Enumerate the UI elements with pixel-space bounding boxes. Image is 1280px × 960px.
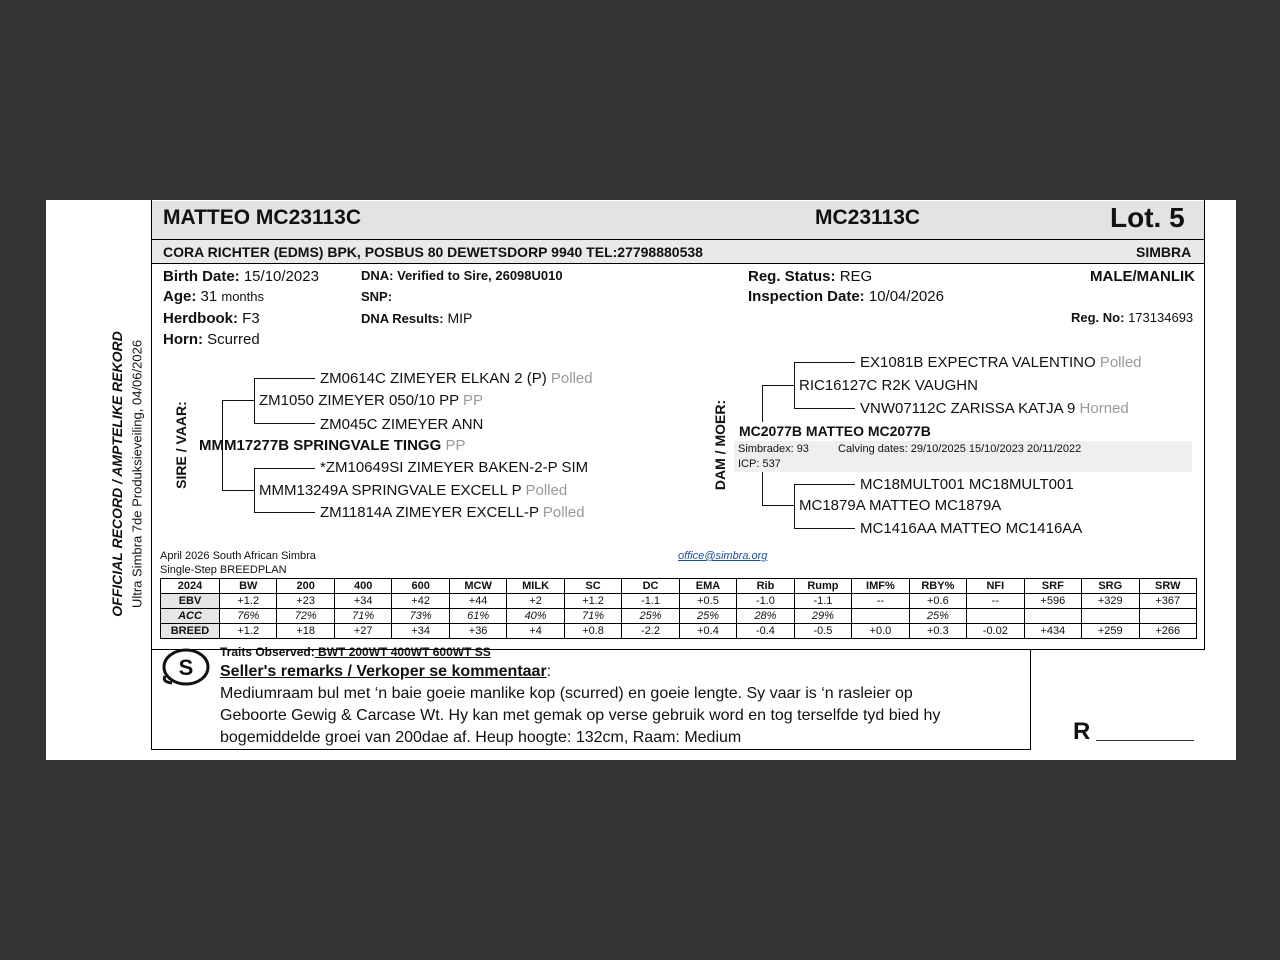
sire-sire-dam: ZM045C ZIMEYER ANN: [320, 416, 484, 433]
reg-no: Reg. No: 173134693: [1071, 310, 1194, 325]
svg-text:S: S: [178, 655, 194, 680]
sire-dam: MMM13249A SPRINGVALE EXCELL P Polled: [259, 482, 568, 499]
ss-bracket: [254, 378, 255, 424]
dam-dam-dam: MC1416AA MATTEO MC1416AA: [860, 520, 1083, 537]
dam-simbradex: Simbradex: 93: [738, 443, 809, 455]
remarks-line-3: bogemiddelde groei van 200dae af. Heup hoogte: 132cm, Raam: Medium: [220, 729, 742, 746]
inspection-date: Inspection Date: 10/04/2026: [748, 288, 944, 305]
sire-dam-dam: ZM11814A ZIMEYER EXCELL-P Polled: [320, 504, 585, 521]
price-label: R: [1073, 718, 1091, 745]
email-link[interactable]: office@simbra.org: [678, 550, 768, 562]
dam-bracket-top: [762, 385, 763, 422]
reg-status: Reg. Status: REG: [748, 268, 873, 285]
dam-label: DAM / MOER:: [712, 399, 728, 491]
dam-bracket-bottom: [762, 472, 763, 506]
breed-row: BREED +1.2 +18 +27 +34 +36 +4 +0.8 -2.2 +0.4 -0.4 -0.5 +0.0 +0.3 -0.02 +434 +259 +266: [161, 624, 1197, 639]
horn: Horn: Scurred: [163, 331, 260, 348]
sire-sire-sire: ZM0614C ZIMEYER ELKAN 2 (P) Polled: [320, 370, 593, 387]
official-record-label: OFFICIAL RECORD / AMPTELIKE REKORD: [109, 331, 125, 617]
dam-icp: ICP: 537: [738, 458, 781, 470]
ebv-header-row: 2024 BW 200 400 600 MCW MILK SC DC EMA Rib Rump IMF% RBY% NFI SRF SRG SRW: [161, 579, 1197, 594]
dd-bracket: [794, 484, 795, 529]
breed-label: SIMBRA: [1136, 244, 1192, 260]
traits-observed: Traits Observed: BWT 200WT 400WT 600WT SS: [220, 645, 491, 659]
ebv-row: EBV +1.2 +23 +34 +42 +44 +2 +1.2 -1.1 +0.5 -1.0 -1.1 -- +0.6 -- +596 +329 +367: [161, 594, 1197, 609]
dna-results: DNA Results: MIP: [361, 310, 473, 326]
dam-sire-dam: VNW07112C ZARISSA KATJA 9 Horned: [860, 400, 1129, 417]
animal-name: MATTEO MC23113C: [163, 206, 361, 229]
ds-bracket: [794, 362, 795, 409]
dam-sire: RIC16127C R2K VAUGHN: [799, 377, 978, 394]
owner-details: CORA RICHTER (EDMS) BPK, POSBUS 80 DEWETSDORP 9940 TEL:27798880538: [163, 244, 703, 260]
lot-number: Lot. 5: [1110, 202, 1185, 233]
remarks-heading: Seller's remarks / Verkoper se kommentaar:: [220, 663, 552, 680]
sire-dam-sire: *ZM10649SI ZIMEYER BAKEN-2-P SIM: [320, 459, 589, 476]
sale-label: Ultra Simbra 7de Produksieveiling, 04/06/2026: [129, 339, 145, 609]
ebv-table: [160, 578, 1197, 639]
sex-label: MALE/MANLIK: [1090, 268, 1195, 285]
dam-dam-sire: MC18MULT001 MC18MULT001: [860, 476, 1074, 493]
sire-label: SIRE / VAAR:: [173, 401, 189, 489]
dam-calving-dates: Calving dates: 29/10/2025 15/10/2023 20/11/2022: [838, 443, 1082, 455]
sd-bracket: [254, 468, 255, 513]
age: Age: 31 months: [163, 288, 265, 305]
simbra-logo-icon: [160, 646, 214, 688]
dna-status: DNA: Verified to Sire, 26098U010: [361, 268, 563, 283]
herdbook: Herdbook: F3: [163, 310, 260, 327]
price-line[interactable]: [1096, 740, 1194, 741]
snp-label: SNP:: [361, 289, 393, 304]
breedplan-line2: Single-Step BREEDPLAN: [160, 564, 287, 576]
remarks-line-2: Geboorte Gewig & Carcase Wt. Hy kan met gemak op verse gebruik word en tog terselfde tyd bied hy: [220, 707, 941, 724]
breedplan-line1: April 2026 South African Simbra: [160, 550, 316, 562]
animal-code: MC23113C: [815, 206, 921, 229]
dam-dam: MC1879A MATTEO MC1879A: [799, 497, 1002, 514]
dam-sire-sire: EX1081B EXPECTRA VALENTINO Polled: [860, 354, 1142, 371]
dam-name: MC2077B MATTEO MC2077B: [739, 423, 931, 439]
sire-sire: ZM1050 ZIMEYER 050/10 PP PP: [259, 392, 484, 409]
acc-row: ACC 76% 72% 71% 73% 61% 40% 71% 25% 25% 28% 29% 25%: [161, 609, 1197, 624]
birth-date: Birth Date: 15/10/2023: [163, 268, 319, 285]
sire-name: MMM17277B SPRINGVALE TINGG PP: [199, 437, 466, 454]
remarks-line-1: Mediumraam bul met ‘n baie goeie manlike kop (scurred) en goeie lengte. Sy vaar is ‘n rasleier op: [220, 685, 913, 702]
